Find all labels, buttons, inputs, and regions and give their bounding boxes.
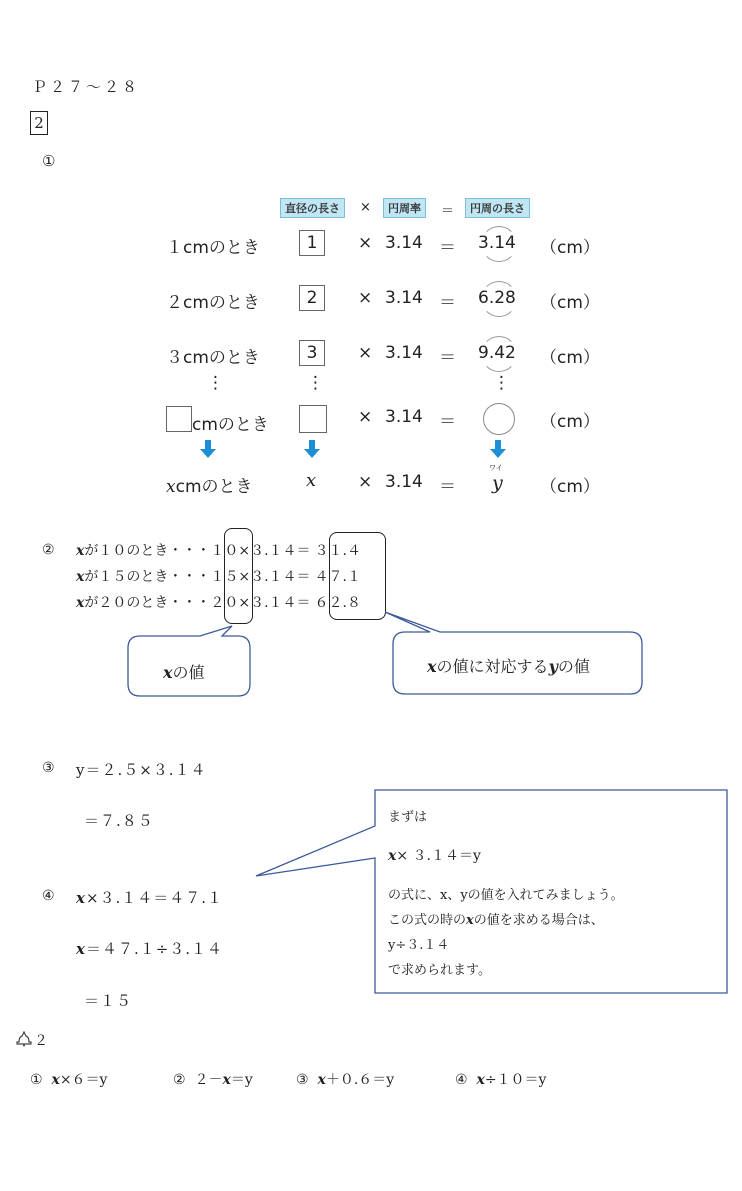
note-line2: x× ３.１４＝y: [388, 848, 481, 864]
row3-times: ×: [358, 343, 373, 363]
row2-result: 6.28: [478, 288, 516, 308]
part2-line1: xが１０のとき・・・１０×３.１４＝ ３１.４: [76, 543, 361, 559]
part4-marker: ④: [42, 888, 55, 904]
part2-marker: ②: [42, 542, 55, 558]
blank-equals: ＝: [439, 412, 456, 432]
answer1: ① x×６＝y: [30, 1072, 108, 1088]
header-pi: 円周率: [383, 198, 426, 218]
part2-line2: xが１５のとき・・・１５×３.１４＝ ４７.１: [76, 569, 361, 585]
note-line5: y÷３.１４: [388, 938, 450, 953]
problem-number: 2: [30, 111, 48, 135]
blank-times: ×: [358, 407, 373, 427]
part4-line1: x×３.１４＝４７.１: [76, 889, 224, 907]
part1-marker: ①: [42, 152, 56, 170]
part3-line1: y＝２.５×３.１４: [76, 761, 207, 779]
answer2: ② ２－x＝y: [173, 1072, 253, 1088]
row3-diameter-box: 3: [299, 340, 325, 366]
note-line4: この式の時のxの値を求める場合は、: [388, 913, 604, 928]
row1-pi: 3.14: [385, 233, 423, 253]
row2-diameter-box: 2: [299, 285, 325, 311]
callout-x-value: xの値: [163, 663, 205, 682]
blank-unit: （cm）: [540, 412, 600, 432]
row1-times: ×: [358, 233, 373, 253]
var-unit: （cm）: [540, 477, 600, 497]
part4-line2: x＝４７.１÷３.１４: [76, 940, 224, 958]
header-equals: ＝: [441, 204, 455, 219]
part4-line3: ＝１５: [84, 992, 133, 1010]
page-range: Ｐ２７～２８: [32, 78, 141, 96]
header-diameter: 直径の長さ: [280, 198, 345, 218]
section2-label: ２: [34, 1033, 48, 1049]
part3-line2: ＝７.８５: [84, 812, 154, 830]
row1-result: 3.14: [478, 233, 516, 253]
bell-icon: [16, 1031, 32, 1047]
var-equals: ＝: [439, 477, 456, 497]
var-y: y: [492, 472, 503, 494]
var-x: x: [306, 470, 317, 491]
var-y-ruby: ワイ: [489, 464, 503, 472]
dots-result: ⋮: [493, 373, 510, 393]
row1-label: １cmのとき: [166, 238, 260, 258]
row3-pi: 3.14: [385, 343, 423, 363]
note-line3: の式に、x、yの値を入れてみましょう。: [388, 888, 624, 903]
var-times: ×: [358, 472, 373, 492]
dots-diameter: ⋮: [307, 373, 324, 393]
note-line6: で求められます。: [388, 963, 491, 978]
header-times: ×: [360, 200, 371, 215]
note-line1: まずは: [388, 810, 428, 825]
var-pi: 3.14: [385, 472, 423, 492]
row2-unit: （cm）: [540, 293, 600, 313]
blank-pi: 3.14: [385, 407, 423, 427]
row3-label: ３cmのとき: [166, 348, 260, 368]
part2-line3: xが２０のとき・・・２０×３.１４＝ ６２.８: [76, 595, 361, 611]
dots-label: ⋮: [207, 373, 224, 393]
row3-result: 9.42: [478, 343, 516, 363]
var-label: xcmのとき: [166, 477, 253, 497]
header-circumference: 円周の長さ: [465, 198, 530, 218]
row3-equals: ＝: [439, 348, 456, 368]
row2-label: ２cmのとき: [166, 293, 260, 313]
row1-equals: ＝: [439, 238, 456, 258]
callout-y-value: xの値に対応するyの値: [427, 657, 590, 676]
answer4: ④ x÷１０＝y: [455, 1072, 547, 1088]
row2-pi: 3.14: [385, 288, 423, 308]
row2-times: ×: [358, 288, 373, 308]
answer3: ③ x＋０.６＝y: [296, 1072, 395, 1088]
row3-unit: （cm）: [540, 348, 600, 368]
blank-label: cmのとき: [192, 415, 269, 435]
row2-equals: ＝: [439, 293, 456, 313]
part3-marker: ③: [42, 760, 55, 776]
row1-diameter-box: 1: [299, 230, 325, 256]
row1-unit: （cm）: [540, 238, 600, 258]
